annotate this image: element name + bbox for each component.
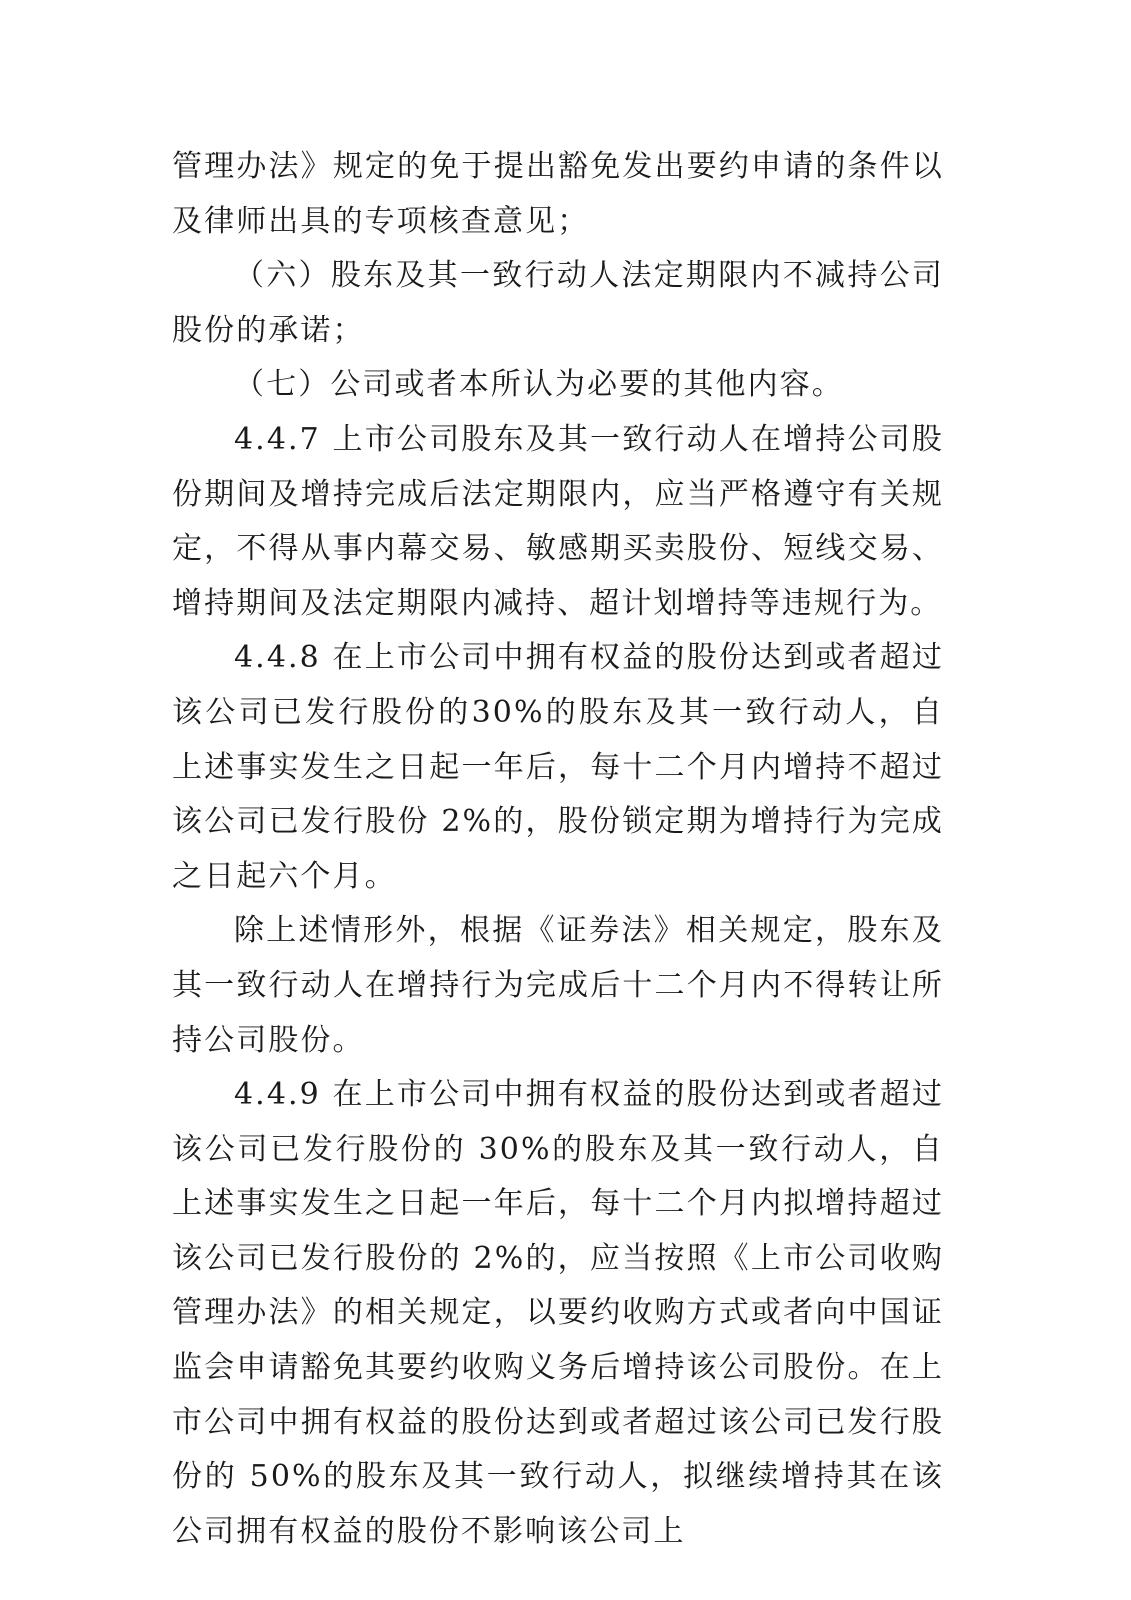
- paragraph-exceptions: 除上述情形外，根据《证券法》相关规定，股东及其一致行动人在增持行为完成后十二个月内不得转让所持公司股份。: [172, 913, 944, 1058]
- paragraph-clause-4-4-7: 4.4.7 上市公司股东及其一致行动人在增持公司股份期间及增持完成后法定期限内，应当严格遵守有关规定，不得从事内幕交易、敏感期买卖股份、短线交易、增持期间及法定期限内减持、超计划增持等违规行为。: [172, 421, 944, 621]
- document-body: [172, 140, 944, 1559]
- paragraph-clause-4-4-8: 4.4.8 在上市公司中拥有权益的股份达到或者超过该公司已发行股份的30%的股东及其一致行动人，自上述事实发生之日起一年后，每十二个月内增持不超过该公司已发行股份 2%的，股份锁定期为增持行为完成之日起六个月。: [172, 640, 944, 894]
- paragraph-clause-4-4-9: 4.4.9 在上市公司中拥有权益的股份达到或者超过该公司已发行股份的 30%的股东及其一致行动人，自上述事实发生之日起一年后，每十二个月内拟增持超过该公司已发行股份的 2%的，应当按照《上市公司收购管理办法》的相关规定，以要约收购方式或者向中国证监会申请豁免其要约收购义务后增持该公司股份。在上市公司中拥有权益的股份达到或者超过该公司已发行股份的 50%的股东及其一致行动人，拟继续增持其在该公司拥有权益的股份不影响该公司上: [172, 1077, 944, 1549]
- paragraph-continuation: 管理办法》规定的免于提出豁免发出要约申请的条件以及律师出具的专项核查意见；: [172, 149, 944, 239]
- paragraph-item-six: （六）股东及其一致行动人法定期限内不减持公司股份的承诺；: [172, 258, 944, 348]
- paragraph-item-seven: （七）公司或者本所认为必要的其他内容。: [234, 367, 844, 403]
